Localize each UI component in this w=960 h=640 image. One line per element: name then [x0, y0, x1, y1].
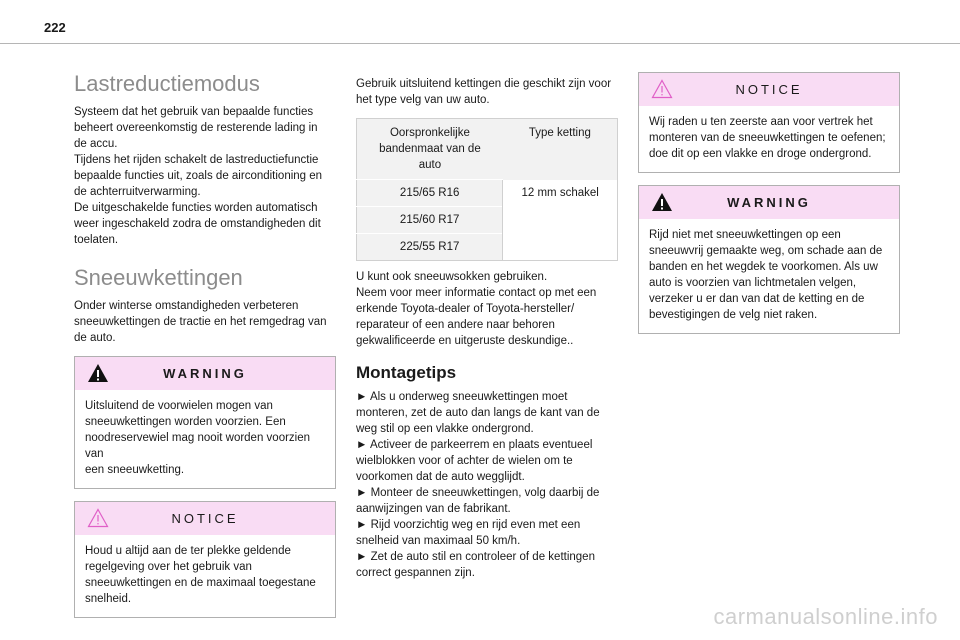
- warning-title: WARNING: [727, 195, 811, 210]
- warning-text: Uitsluitend de voorwielen mogen van sneeuwkettingen worden voorzien. Een noodreservewiel mag nooit worden voorzien van een sneeuwketting.: [85, 400, 311, 476]
- notice-box-left: [74, 501, 336, 618]
- tire-size-cell: 215/60 R17: [357, 207, 503, 234]
- chain-type-cell: 12 mm schakel: [503, 180, 618, 261]
- notice-text: Houd u altijd aan de ter plekke geldende regelgeving over het gebruik van sneeuwkettingen en de maximaal toegestane snelheid.: [85, 545, 316, 605]
- warning-header: [75, 357, 335, 390]
- notice-title: NOTICE: [735, 82, 803, 97]
- warning-title: WARNING: [163, 366, 247, 381]
- notice-triangle-icon: [651, 79, 673, 104]
- warning-triangle-icon: [87, 363, 109, 388]
- notice-box-right: [638, 72, 900, 173]
- section-title-sneeuwkettingen: Sneeuwkettingen: [74, 265, 243, 290]
- warning-box-right: [638, 185, 900, 334]
- column-middle: [356, 76, 618, 581]
- sneeuwkettingen-text: Onder winterse omstandigheden verbeteren sneeuwkettingen de tractie en het remgedrag van de auto.: [74, 300, 327, 344]
- tire-size-cell: 225/55 R17: [357, 234, 503, 261]
- tire-size-cell: 215/65 R16: [357, 180, 503, 207]
- chain-intro-text: Gebruik uitsluitend kettingen die geschikt zijn voor het type velg van uw auto.: [356, 78, 612, 106]
- warning-box-left: [74, 356, 336, 489]
- notice-title: NOTICE: [171, 511, 239, 526]
- notice-triangle-icon: [87, 508, 109, 533]
- lastreductie-text: Systeem dat het gebruik van bepaalde functies beheert overeenkomstig de resterende lading in de accu. Tijdens het rijden schakelt de lastreductiefunctie bepaalde functies uit, zoals de airconditioning en de achterruitverwarming. De uitgeschakelde functies worden automatisch weer ingeschakeld zodra de omstandigheden dit toelaten.: [74, 106, 323, 246]
- snow-socks-text: U kunt ook sneeuwsokken gebruiken. Neem voor meer informatie contact op met een erkende Toyota-dealer of Toyota-hersteller/ reparateur of een andere naar behoren gekwalificeerde en uitgeruste deskundige..: [356, 271, 597, 347]
- table-header-row: [357, 119, 618, 180]
- page-number: 222: [44, 20, 66, 35]
- table-header-tire-size: Oorspronkelijke bandenmaat van de auto: [357, 119, 503, 180]
- warning-header: [639, 186, 899, 219]
- notice-text: Wij raden u ten zeerste aan voor vertrek het monteren van de sneeuwkettingen te oefenen; doe dit op een vlakke en droge ondergrond.: [649, 116, 886, 160]
- header-divider: [0, 43, 960, 44]
- chain-size-table: [356, 118, 618, 261]
- notice-header: [639, 73, 899, 106]
- table-header-chain-type: Type ketting: [503, 119, 618, 180]
- notice-header: [75, 502, 335, 535]
- column-left: [74, 70, 336, 618]
- warning-triangle-icon: [651, 192, 673, 217]
- montagetips-text: ► Als u onderweg sneeuwkettingen moet monteren, zet de auto dan langs de kant van de weg stil op een vlakke ondergrond. ► Activeer de parkeerrem en plaats eventueel wielblokken voor of achter de wielen om te voorkomen dat de auto wegglijdt. ► Monteer de sneeuwkettingen, volg daarbij de aanwijzingen van de fabrikant. ► Rijd voorzichtig weg en rijd even met een snelheid van maximaal 50 km/h. ► Zet de auto stil en controleer of de kettingen correct gespannen zijn.: [356, 391, 600, 579]
- section-title-montagetips: Montagetips: [356, 363, 457, 382]
- section-title-lastreductie: Lastreductiemodus: [74, 71, 260, 96]
- watermark: carmanualsonline.info: [713, 604, 938, 629]
- warning-text: Rijd niet met sneeuwkettingen op een sneeuwvrij gemaakte weg, om schade aan de banden en het wegdek te voorkomen. Als uw auto is voorzien van lichtmetalen velgen, verzeker u er dan van dat de ketting en de bevestigingen de velg niet raken.: [649, 229, 883, 321]
- table-row: [357, 180, 618, 207]
- column-right: [638, 60, 900, 334]
